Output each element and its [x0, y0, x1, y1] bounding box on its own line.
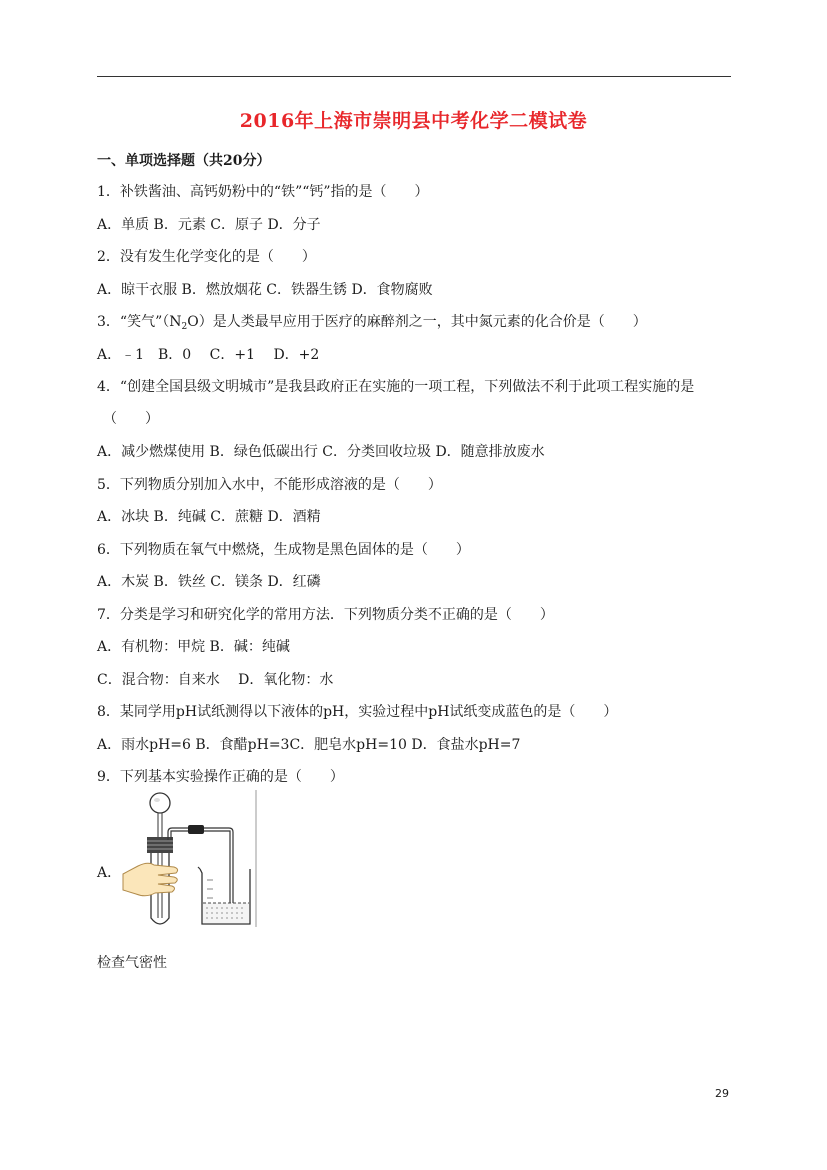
question-8-options: A．雨水pH=6 B．食醋pH=3C．肥皂水pH=10 D．食盐水pH=7: [97, 737, 521, 753]
question-2-options: A．晾干衣服 B．燃放烟花 C．铁器生锈 D．食物腐败: [97, 282, 433, 298]
figure-caption: 检查气密性: [97, 955, 167, 971]
question-5: 5．下列物质分别加入水中，不能形成溶液的是（ ）: [97, 477, 442, 493]
question-4-options: A．减少燃煤使用 B．绿色低碳出行 C．分类回收垃圾 D．随意排放废水: [97, 444, 545, 460]
question-2: 2．没有发生化学变化的是（ ）: [97, 249, 316, 265]
question-9: 9．下列基本实验操作正确的是（ ）: [97, 769, 344, 785]
question-3-pre: 3．“笑气”（N: [97, 314, 182, 330]
question-3-subscript: 2: [181, 322, 188, 332]
question-1: 1．补铁酱油、高钙奶粉中的“铁”“钙”指的是（ ）: [97, 184, 429, 200]
question-8: 8．某同学用pH试纸测得以下液体的pH，实验过程中pH试纸变成蓝色的是（ ）: [97, 704, 618, 720]
question-3: [97, 311, 647, 332]
header-rule: [97, 76, 731, 77]
airtightness-check-figure: [118, 790, 260, 927]
option-a-label: A．: [97, 865, 122, 881]
question-4-brackets: （ ）: [103, 411, 159, 427]
question-7: 7．分类是学习和研究化学的常用方法．下列物质分类不正确的是（ ）: [97, 607, 554, 623]
section-heading: 一、单项选择题（共20分）: [97, 153, 271, 169]
question-4: 4．“创建全国县级文明城市”是我县政府正在实施的一项工程，下列做法不利于此项工程实施的是: [97, 379, 695, 395]
page-title: 2016年上海市崇明县中考化学二模试卷: [239, 110, 588, 132]
question-5-options: A．冰块 B．纯碱 C．蔗糖 D．酒精: [97, 509, 321, 525]
question-7-options-1: A．有机物：甲烷 B．碱：纯碱: [97, 639, 290, 655]
question-6: 6．下列物质在氧气中燃烧，生成物是黑色固体的是（ ）: [97, 542, 470, 558]
question-3-post: O）是人类最早应用于医疗的麻醉剂之一，其中氮元素的化合价是（ ）: [187, 314, 647, 330]
question-3-options: A．﹣1 B．0 C．+1 D．+2: [97, 347, 320, 363]
page-number: 29: [715, 1087, 729, 1100]
question-1-options: A．单质 B．元素 C．原子 D．分子: [97, 217, 321, 233]
question-6-options: A．木炭 B．铁丝 C．镁条 D．红磷: [97, 574, 321, 590]
question-7-options-2: C．混合物：自来水 D．氧化物：水: [97, 672, 334, 688]
